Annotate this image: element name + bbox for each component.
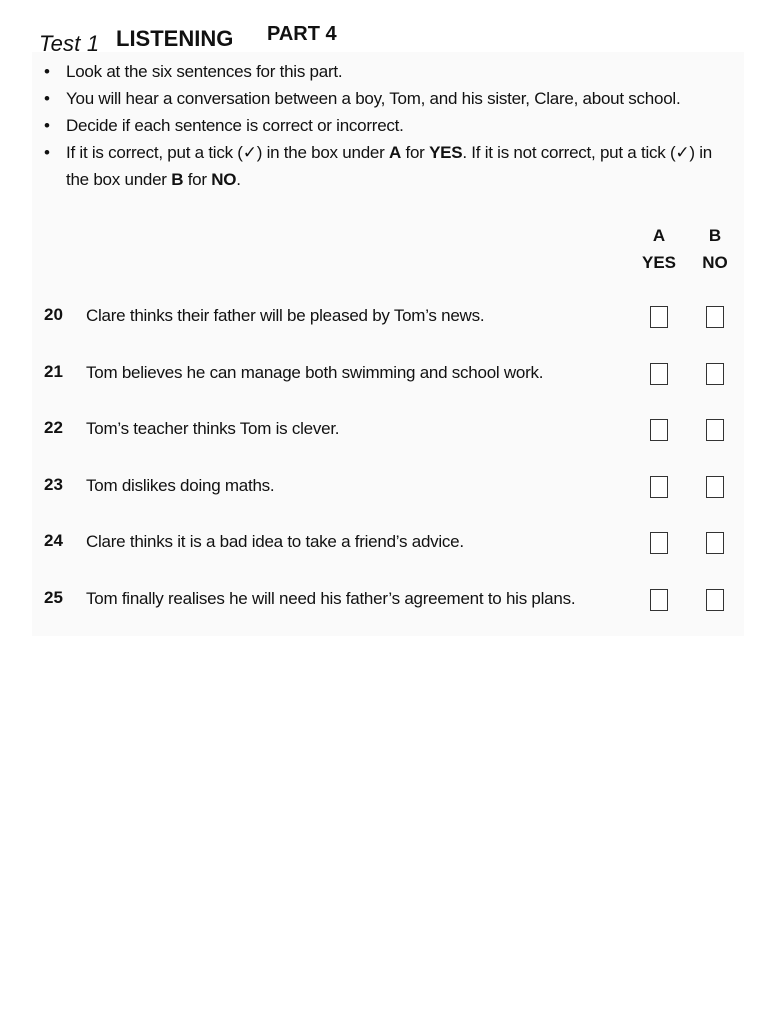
instruction-text: for <box>183 170 212 189</box>
answer-box-no[interactable] <box>706 589 724 611</box>
instruction-text: You will hear a conversation between a boy, Tom, and his sister, Clare, about school. <box>66 89 681 108</box>
instruction-text: . If it is not correct, put a tick (✓) in the box under <box>66 143 712 189</box>
question-number: 24 <box>44 531 63 550</box>
instructions-list <box>44 58 734 193</box>
instruction-text: . <box>236 170 241 189</box>
instruction-text: If it is correct, put a tick (✓) in the box under <box>66 143 389 162</box>
part-title: PART 4 <box>267 23 337 45</box>
answer-box-yes[interactable] <box>650 419 668 441</box>
instruction-text: Decide if each sentence is correct or incorrect. <box>66 116 404 135</box>
instruction-item <box>44 139 734 193</box>
question-text: Tom believes he can manage both swimming and school work. <box>86 363 544 382</box>
instruction-text: Look at the six sentences for this part. <box>66 62 343 81</box>
column-b-label: NO <box>702 253 728 272</box>
question-number: 21 <box>44 362 63 381</box>
question-number: 20 <box>44 305 63 324</box>
bullet-icon: • <box>44 62 50 81</box>
bullet-icon: • <box>44 116 50 135</box>
question-number: 22 <box>44 418 63 437</box>
test-label: Test 1 <box>39 31 100 56</box>
question-text: Tom finally realises he will need his father’s agreement to his plans. <box>86 589 576 608</box>
question-text: Clare thinks it is a bad idea to take a friend’s advice. <box>86 532 464 551</box>
instruction-emphasis: B <box>171 170 184 189</box>
instruction-item <box>44 112 734 139</box>
column-b-letter: B <box>708 226 722 245</box>
answer-box-yes[interactable] <box>650 306 668 328</box>
bullet-icon: • <box>44 89 50 108</box>
answer-box-yes[interactable] <box>650 532 668 554</box>
answer-box-no[interactable] <box>706 476 724 498</box>
bullet-icon: • <box>44 143 50 162</box>
answer-box-yes[interactable] <box>650 363 668 385</box>
question-number: 25 <box>44 588 63 607</box>
answer-box-yes[interactable] <box>650 476 668 498</box>
answer-box-yes[interactable] <box>650 589 668 611</box>
instruction-emphasis: NO <box>211 170 237 189</box>
column-a-letter: A <box>652 226 666 245</box>
instruction-item <box>44 85 734 112</box>
answer-box-no[interactable] <box>706 363 724 385</box>
section-title: LISTENING <box>116 26 234 51</box>
answer-box-no[interactable] <box>706 532 724 554</box>
answer-box-no[interactable] <box>706 306 724 328</box>
column-a-label: YES <box>641 253 677 272</box>
instruction-item <box>44 58 734 85</box>
instruction-emphasis: YES <box>429 143 463 162</box>
instruction-emphasis: A <box>388 143 402 162</box>
answer-box-no[interactable] <box>706 419 724 441</box>
question-text: Tom dislikes doing maths. <box>86 476 275 495</box>
question-text: Tom’s teacher thinks Tom is clever. <box>86 419 340 438</box>
question-text: Clare thinks their father will be pleased by Tom’s news. <box>86 306 485 325</box>
instruction-text: for <box>401 143 430 162</box>
question-number: 23 <box>44 475 63 494</box>
